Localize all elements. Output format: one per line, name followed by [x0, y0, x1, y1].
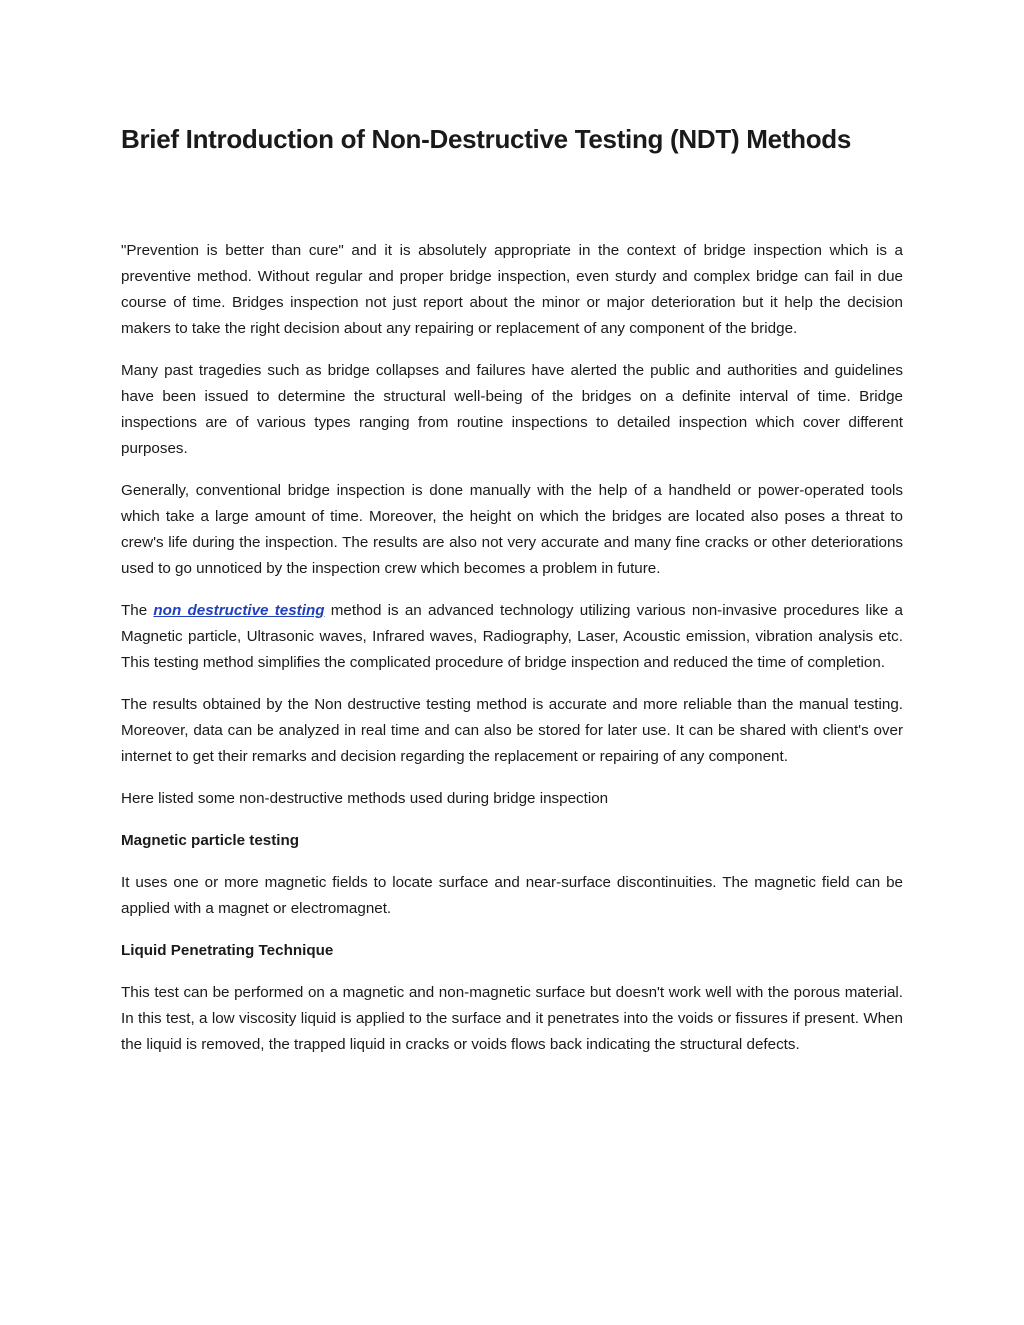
paragraph-past-tragedies: Many past tragedies such as bridge collapses and failures have alerted the public and authorities and guidelines have been issued to determine the structural well-being of the bridges on a definite interval of time. Bridge inspections are of various types ranging from routine inspections to detailed inspection which cover different purposes. — [121, 362, 903, 457]
paragraph-methods-intro: Here listed some non-destructive methods used during bridge inspection — [121, 790, 609, 807]
paragraph-results: The results obtained by the Non destructive testing method is accurate and more reliable than the manual testing. Moreover, data can be analyzed in real time and can also be stored for later use. It can be shared with client's over internet to get their remarks and decision regarding the replacement or repairing of any component. — [121, 696, 903, 765]
paragraph-magnetic-particle: It uses one or more magnetic fields to locate surface and near-surface discontinuities. The magnetic field can be applied with a magnet or electromagnet. — [121, 874, 903, 917]
paragraph-liquid-penetrating: This test can be performed on a magnetic and non-magnetic surface but doesn't work well with the porous material. In this test, a low viscosity liquid is applied to the surface and it penetrates into the voids or fissures if present. When the liquid is removed, the trapped liquid in cracks or voids flows back indicating the structural defects. — [121, 984, 903, 1053]
document-title: Brief Introduction of Non-Destructive Testing (NDT) Methods — [121, 124, 852, 154]
ndt-link[interactable]: non destructive testing — [153, 602, 325, 619]
paragraph-ndt-method — [121, 598, 903, 676]
paragraph-conventional-inspection: Generally, conventional bridge inspection is done manually with the help of a handheld or power-operated tools which take a large amount of time. Moreover, the height on which the bridges are located also poses a threat to crew's life during the inspection. The results are also not very accurate and many fine cracks or other deteriorations used to go unnoticed by the inspection crew which becomes a problem in future. — [121, 482, 903, 577]
heading-magnetic-particle: Magnetic particle testing — [121, 832, 300, 849]
heading-liquid-penetrating: Liquid Penetrating Technique — [121, 942, 334, 959]
paragraph-prevention: "Prevention is better than cure" and it is absolutely appropriate in the context of bridge inspection which is a preventive method. Without regular and proper bridge inspection, even sturdy and complex bridge can fail in due course of time. Bridges inspection not just report about the minor or major deterioration but it help the decision makers to take the right decision about any repairing or replacement of any component of the bridge. — [121, 242, 903, 337]
paragraph-ndt-intro: The — [121, 602, 154, 619]
paragraph-ndt-rest: method is an advanced technology utilizing various non-invasive procedures like a Magnetic particle, Ultrasonic waves, Infrared waves, Radiography, Laser, Acoustic emission, vibration analysis etc. This testing method simplifies the complicated procedure of bridge inspection and reduced the time of completion. — [121, 602, 903, 671]
document-body — [121, 238, 903, 1074]
